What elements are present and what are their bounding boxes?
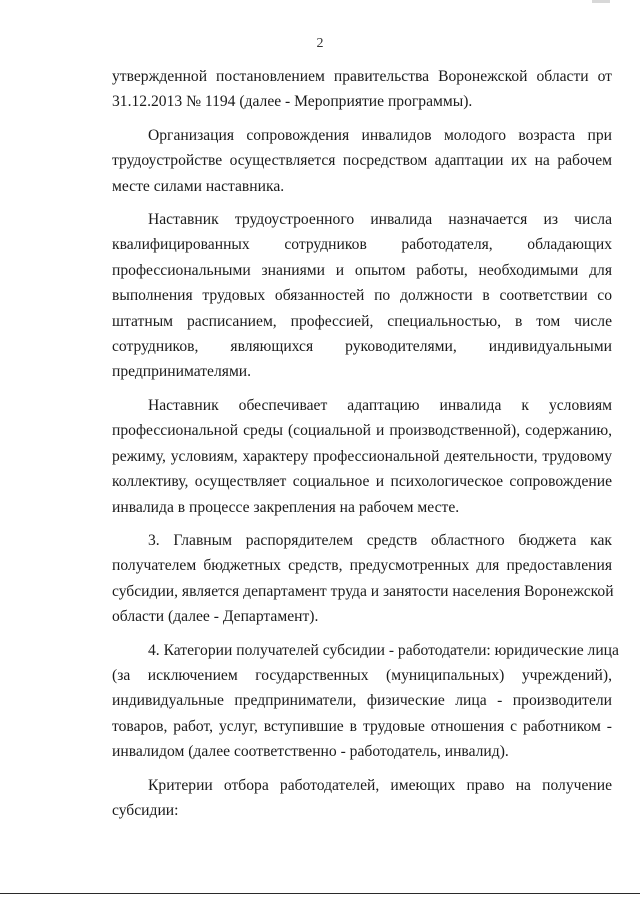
text-line: Наставник трудоустроенного инвалида назначается из числа [148, 211, 612, 229]
paragraph [112, 773, 612, 824]
text-line: штатным расписанием, профессией, специальностью, в том числе [112, 312, 612, 330]
text-line: области (далее - Департамент). [112, 608, 319, 626]
text-line: профессиональными знаниями и опытом работы, необходимыми для [112, 261, 612, 279]
text-line: коллективу, осуществляет социальное и психологическое сопровождение [112, 473, 612, 491]
paragraph [112, 123, 612, 199]
text-line: месте силами наставника. [112, 177, 285, 195]
text-line: инвалидом (далее соответственно - работодатель, инвалид). [112, 743, 509, 761]
scan-edge-mark [592, 0, 610, 3]
paragraph [112, 528, 612, 630]
text-line: инвалида в процессе закрепления на рабочем месте. [112, 498, 460, 516]
text-line: 31.12.2013 № 1194 (далее - Мероприятие программы). [112, 93, 473, 111]
text-line: режиму, условиям, характеру профессиональной деятельности, трудовому [112, 447, 612, 465]
text-line: квалифицированных сотрудников работодателя, обладающих [112, 236, 612, 254]
text-line: 4. Категории получателей субсидии - работодатели: юридические лица [148, 641, 619, 659]
text-line: получателем бюджетных средств, предусмотренных для предоставления [112, 557, 612, 575]
text-line: профессиональной среды (социальной и производственной), содержанию, [112, 422, 612, 440]
text-line: Организация сопровождения инвалидов молодого возраста при [148, 126, 612, 144]
paragraph [112, 638, 619, 765]
text-line: выполнения трудовых обязанностей по должности в соответствии со [112, 287, 612, 305]
bottom-edge-line [0, 893, 640, 894]
text-line: индивидуальные предприниматели, физические лица - производители [112, 692, 612, 710]
text-line: субсидии: [112, 801, 179, 819]
text-line: 3. Главным распорядителем средств областного бюджета как [148, 531, 612, 549]
text-line: трудоустройстве осуществляется посредством адаптации их на рабочем [112, 152, 612, 170]
paragraph [112, 393, 612, 520]
text-line: Критерии отбора работодателей, имеющих право на получение [148, 776, 612, 794]
text-line: товаров, работ, услуг, вступившие в трудовые отношения с работником - [112, 717, 612, 735]
paragraph [112, 207, 612, 385]
text-line: утвержденной постановлением правительства Воронежской области от [112, 68, 612, 85]
text-line: Наставник обеспечивает адаптацию инвалида к условиям [148, 396, 612, 414]
text-line: сотрудников, являющихся руководителями, индивидуальными [112, 338, 612, 356]
text-line: субсидии, является департамент труда и занятости населения Воронежской [112, 582, 614, 600]
document-body [112, 64, 619, 831]
paragraph [112, 64, 612, 115]
text-line: предпринимателями. [112, 363, 252, 381]
text-line: (за исключением государственных (муниципальных) учреждений), [112, 666, 612, 684]
page-number: 2 [316, 36, 324, 51]
